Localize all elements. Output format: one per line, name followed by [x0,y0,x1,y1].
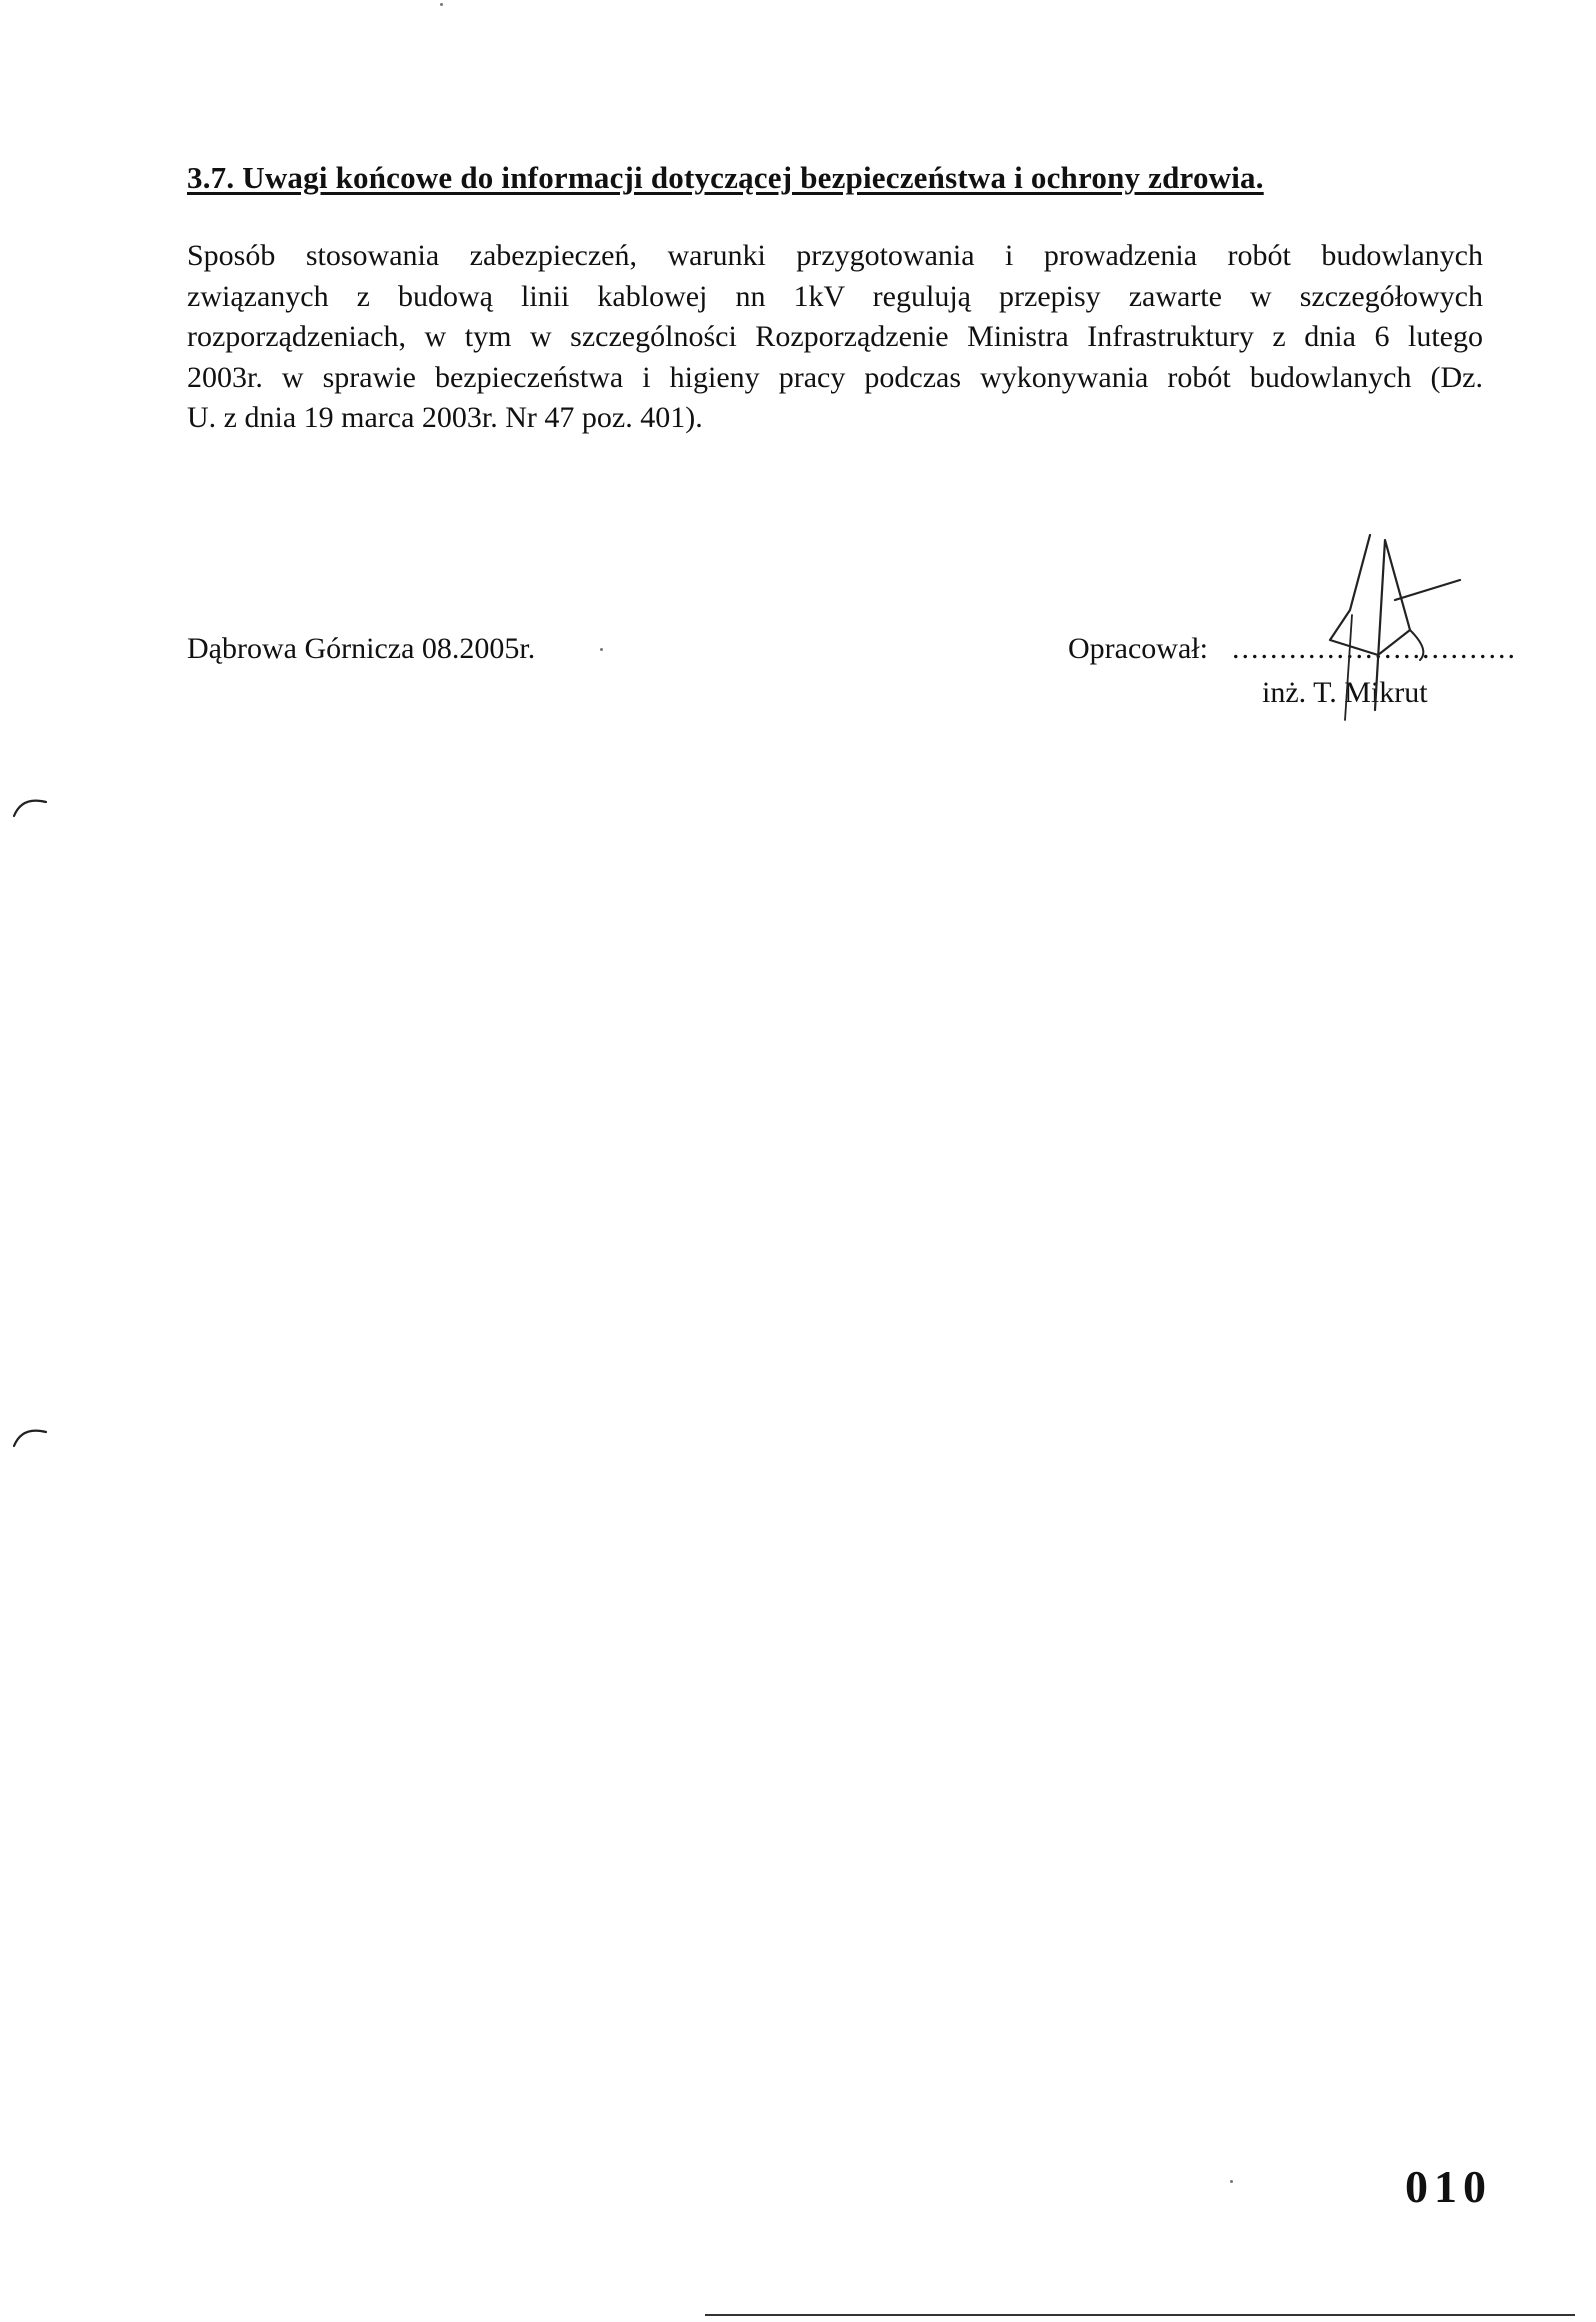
paragraph-line: 2003r. w sprawie bezpieczeństwa i higieny pracy podczas wykonywania robót budowlanych (Dz. [187,360,1483,394]
paragraph-line: związanych z budową linii kablowej nn 1kV regulują przepisy zawarte w szczegółowych [187,279,1483,313]
signature-dotted-line: .............................. [1232,632,1517,665]
body-paragraph [187,236,1483,439]
scan-speck [1230,2180,1233,2183]
handwritten-signature-icon [1290,520,1470,740]
scan-speck [440,3,443,6]
prepared-by-label: Opracował: [1068,632,1208,665]
author-name: inż. T. Mikrut [1262,676,1428,709]
punch-mark-icon [10,1420,50,1450]
scan-speck [600,648,603,651]
punch-mark-icon [10,790,50,820]
paragraph-line: Sposób stosowania zabezpieczeń, warunki przygotowania i prowadzenia robót budowlanych [187,239,1483,272]
place-and-date: Dąbrowa Górnicza 08.2005r. [187,632,536,665]
paragraph-line: U. z dnia 19 marca 2003r. Nr 47 poz. 401). [187,401,703,434]
bottom-edge-line [705,2314,1575,2316]
section-heading: 3.7. Uwagi końcowe do informacji dotyczącej bezpieczeństwa i ochrony zdrowia. [187,160,1264,195]
paragraph-line: rozporządzeniach, w tym w szczególności Rozporządzenie Ministra Infrastruktury z dnia 6 lutego [187,320,1483,353]
page-number: 010 [1405,2161,1492,2212]
